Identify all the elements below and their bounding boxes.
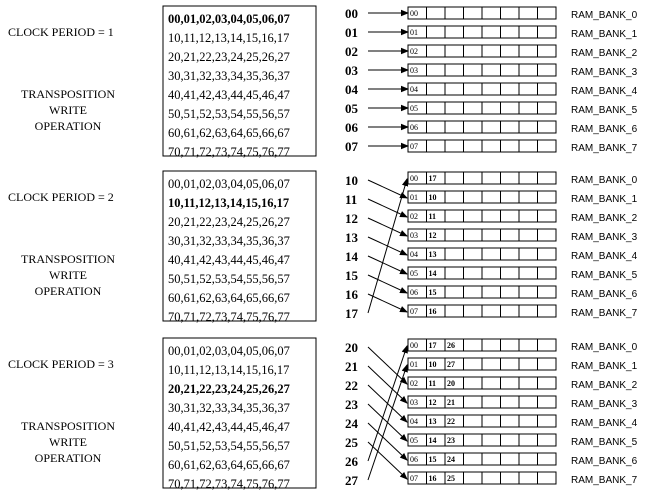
write-arrow — [368, 180, 407, 198]
input-element-label: 16 — [345, 287, 358, 302]
ram-bank-cell-value: 12 — [428, 231, 437, 240]
ram-bank-label: RAM_BANK_4 — [571, 86, 638, 97]
ram-bank-label: RAM_BANK_5 — [571, 270, 638, 281]
ram-bank-row — [408, 472, 638, 486]
ram-bank-row — [408, 26, 638, 40]
ram-bank-cell-value: 07 — [410, 142, 418, 151]
write-arrow — [368, 218, 407, 236]
ram-bank-cell-value: 06 — [410, 288, 418, 297]
matrix-row: 30,31,32,33,34,35,36,37 — [168, 69, 290, 83]
ram-bank-cell-value: 24 — [447, 455, 455, 464]
write-arrow — [368, 423, 407, 460]
ram-bank-row — [408, 102, 638, 116]
matrix-row: 00,01,02,03,04,05,06,07 — [168, 344, 290, 358]
input-element-label: 06 — [345, 120, 358, 135]
write-arrow — [368, 346, 407, 461]
ram-bank-label: RAM_BANK_1 — [571, 194, 638, 205]
transposition-label-line: WRITE — [49, 268, 87, 282]
ram-bank-cell-value: 06 — [410, 455, 418, 464]
ram-bank-row — [408, 64, 638, 78]
ram-bank-cell-value: 05 — [410, 436, 418, 445]
matrix-row: 20,21,22,23,24,25,26,27 — [168, 50, 290, 64]
write-arrow — [368, 365, 407, 480]
input-element-label: 26 — [345, 454, 358, 469]
ram-bank-row — [408, 305, 638, 319]
ram-bank-label: RAM_BANK_0 — [571, 342, 638, 353]
ram-bank-cell-value: 01 — [410, 360, 418, 369]
ram-bank-label: RAM_BANK_2 — [571, 48, 638, 59]
matrix-row: 00,01,02,03,04,05,06,07 — [168, 12, 290, 26]
ram-bank-cell-value: 05 — [410, 269, 418, 278]
ram-bank-label: RAM_BANK_7 — [571, 143, 638, 154]
ram-bank-cell-value: 03 — [410, 66, 418, 75]
ram-bank-cell-value: 04 — [410, 85, 418, 94]
ram-bank-cell-value: 17 — [428, 341, 437, 350]
ram-bank-row — [408, 7, 638, 21]
transposition-label-line: WRITE — [49, 103, 87, 117]
ram-bank-cell-value: 04 — [410, 417, 418, 426]
ram-bank-label: RAM_BANK_1 — [571, 361, 638, 372]
transposition-label-line: TRANSPOSITION — [20, 419, 116, 433]
ram-bank-cell-value: 00 — [410, 174, 418, 183]
ram-bank-cell-value: 03 — [410, 398, 418, 407]
ram-bank-cell-value: 20 — [447, 379, 455, 388]
clock-period-label: CLOCK PERIOD = 1 — [8, 25, 114, 39]
ram-bank-label: RAM_BANK_6 — [571, 289, 638, 300]
ram-bank-row — [408, 45, 638, 59]
ram-bank-cell-value: 11 — [428, 212, 437, 221]
input-element-label: 23 — [345, 397, 358, 412]
input-element-label: 22 — [345, 378, 358, 393]
ram-bank-cell-value: 02 — [410, 47, 418, 56]
input-element-label: 24 — [345, 416, 358, 431]
ram-bank-cell-value: 26 — [447, 341, 455, 350]
ram-bank-label: RAM_BANK_6 — [571, 456, 638, 467]
write-arrow — [368, 294, 407, 312]
transposition-label-line: OPERATION — [34, 119, 102, 133]
ram-bank-cell-value: 00 — [410, 341, 418, 350]
ram-bank-row — [408, 396, 638, 410]
ram-bank-cell-value: 17 — [428, 174, 437, 183]
matrix-row: 00,01,02,03,04,05,06,07 — [168, 177, 290, 191]
input-element-label: 05 — [345, 101, 358, 116]
matrix-row: 60,61,62,63,64,65,66,67 — [168, 291, 290, 305]
write-arrow — [368, 179, 407, 313]
transposition-label-line: TRANSPOSITION — [20, 87, 116, 101]
ram-bank-row — [408, 358, 638, 372]
ram-bank-label: RAM_BANK_1 — [571, 29, 638, 40]
ram-bank-cell-value: 07 — [410, 474, 418, 483]
ram-bank-cell-value: 16 — [428, 307, 437, 316]
ram-bank-cell-value: 04 — [410, 250, 418, 259]
ram-bank-label: RAM_BANK_3 — [571, 399, 638, 410]
ram-bank-row — [408, 415, 638, 429]
ram-bank-cell-value: 01 — [410, 193, 418, 202]
ram-bank-cell-value: 02 — [410, 379, 418, 388]
input-element-label: 12 — [345, 211, 358, 226]
ram-bank-cell-value: 06 — [410, 123, 418, 132]
clock-period-panel-3 — [8, 338, 638, 491]
ram-bank-row — [408, 286, 638, 300]
matrix-row: 20,21,22,23,24,25,26,27 — [168, 215, 290, 229]
input-element-label: 00 — [345, 6, 358, 21]
ram-bank-row — [408, 191, 638, 205]
input-element-label: 15 — [345, 268, 358, 283]
ram-bank-cell-value: 11 — [428, 379, 437, 388]
ram-bank-cell-value: 05 — [410, 104, 418, 113]
matrix-row: 10,11,12,13,14,15,16,17 — [168, 363, 290, 377]
matrix-row: 50,51,52,53,54,55,56,57 — [168, 272, 290, 286]
ram-bank-cell-value: 07 — [410, 307, 418, 316]
ram-bank-label: RAM_BANK_7 — [571, 475, 638, 486]
matrix-row: 10,11,12,13,14,15,16,17 — [168, 31, 290, 45]
ram-bank-cell-value: 15 — [428, 288, 437, 297]
input-element-label: 17 — [345, 306, 358, 321]
ram-bank-cell-value: 25 — [447, 474, 455, 483]
transposition-label-line: TRANSPOSITION — [20, 252, 116, 266]
ram-bank-row — [408, 210, 638, 224]
ram-bank-label: RAM_BANK_6 — [571, 124, 638, 135]
ram-bank-cell-value: 02 — [410, 212, 418, 221]
input-element-label: 27 — [345, 473, 358, 488]
ram-bank-cell-value: 21 — [447, 398, 455, 407]
write-arrow — [368, 199, 407, 217]
write-arrow — [368, 347, 407, 384]
ram-bank-cell-value: 16 — [428, 474, 437, 483]
ram-bank-cell-value: 13 — [428, 417, 437, 426]
ram-bank-row — [408, 229, 638, 243]
input-element-label: 10 — [345, 173, 358, 188]
matrix-row: 30,31,32,33,34,35,36,37 — [168, 401, 290, 415]
input-element-label: 04 — [345, 82, 358, 97]
write-arrow — [368, 256, 407, 274]
matrix-row: 30,31,32,33,34,35,36,37 — [168, 234, 290, 248]
ram-bank-label: RAM_BANK_5 — [571, 105, 638, 116]
ram-bank-cell-value: 00 — [410, 9, 418, 18]
input-element-label: 11 — [345, 192, 358, 207]
input-element-label: 03 — [345, 63, 358, 78]
ram-bank-label: RAM_BANK_5 — [571, 437, 638, 448]
ram-bank-cell-value: 14 — [428, 269, 437, 278]
ram-bank-label: RAM_BANK_3 — [571, 232, 638, 243]
ram-bank-cell-value: 03 — [410, 231, 418, 240]
transposition-label-line: OPERATION — [34, 451, 102, 465]
ram-bank-cell-value: 23 — [447, 436, 455, 445]
matrix-row: 70,71,72,73,74,75,76,77 — [168, 310, 290, 324]
input-element-label: 20 — [345, 340, 358, 355]
ram-bank-label: RAM_BANK_0 — [571, 10, 638, 21]
input-element-label: 21 — [345, 359, 358, 374]
ram-bank-row — [408, 377, 638, 391]
matrix-row: 70,71,72,73,74,75,76,77 — [168, 145, 290, 159]
clock-period-label: CLOCK PERIOD = 3 — [8, 357, 114, 371]
input-element-label: 07 — [345, 139, 358, 154]
clock-period-panel-1 — [8, 6, 638, 159]
ram-bank-cell-value: 22 — [447, 417, 455, 426]
input-element-label: 14 — [345, 249, 358, 264]
matrix-row: 40,41,42,43,44,45,46,47 — [168, 253, 290, 267]
matrix-row: 50,51,52,53,54,55,56,57 — [168, 107, 290, 121]
matrix-row: 40,41,42,43,44,45,46,47 — [168, 88, 290, 102]
ram-bank-cell-value: 01 — [410, 28, 418, 37]
ram-bank-label: RAM_BANK_0 — [571, 175, 638, 186]
matrix-row: 60,61,62,63,64,65,66,67 — [168, 126, 290, 140]
input-element-label: 01 — [345, 25, 358, 40]
matrix-row: 10,11,12,13,14,15,16,17 — [168, 196, 290, 210]
clock-period-panel-2 — [8, 171, 638, 324]
ram-bank-cell-value: 13 — [428, 250, 437, 259]
matrix-row: 70,71,72,73,74,75,76,77 — [168, 477, 290, 491]
ram-bank-row — [408, 248, 638, 262]
write-arrow — [368, 366, 407, 403]
ram-bank-row — [408, 172, 638, 186]
ram-bank-cell-value: 10 — [428, 360, 437, 369]
ram-bank-cell-value: 27 — [447, 360, 455, 369]
clock-period-label: CLOCK PERIOD = 2 — [8, 190, 114, 204]
ram-bank-label: RAM_BANK_2 — [571, 213, 638, 224]
ram-bank-cell-value: 15 — [428, 455, 437, 464]
ram-bank-row — [408, 434, 638, 448]
input-element-label: 02 — [345, 44, 358, 59]
input-element-label: 25 — [345, 435, 358, 450]
matrix-row: 50,51,52,53,54,55,56,57 — [168, 439, 290, 453]
write-arrow — [368, 442, 407, 479]
write-arrow — [368, 275, 407, 293]
ram-bank-cell-value: 14 — [428, 436, 437, 445]
ram-bank-label: RAM_BANK_4 — [571, 418, 638, 429]
matrix-row: 20,21,22,23,24,25,26,27 — [168, 382, 290, 396]
input-element-label: 13 — [345, 230, 358, 245]
ram-bank-label: RAM_BANK_3 — [571, 67, 638, 78]
transposition-label-line: WRITE — [49, 435, 87, 449]
ram-bank-label: RAM_BANK_2 — [571, 380, 638, 391]
ram-bank-cell-value: 10 — [428, 193, 437, 202]
ram-bank-row — [408, 83, 638, 97]
ram-bank-row — [408, 267, 638, 281]
ram-bank-label: RAM_BANK_7 — [571, 308, 638, 319]
matrix-row: 40,41,42,43,44,45,46,47 — [168, 420, 290, 434]
transposition-label-line: OPERATION — [34, 284, 102, 298]
ram-bank-row — [408, 140, 638, 154]
ram-bank-cell-value: 12 — [428, 398, 437, 407]
ram-bank-label: RAM_BANK_4 — [571, 251, 638, 262]
ram-bank-row — [408, 121, 638, 135]
matrix-row: 60,61,62,63,64,65,66,67 — [168, 458, 290, 472]
ram-bank-row — [408, 339, 638, 353]
ram-bank-row — [408, 453, 638, 467]
